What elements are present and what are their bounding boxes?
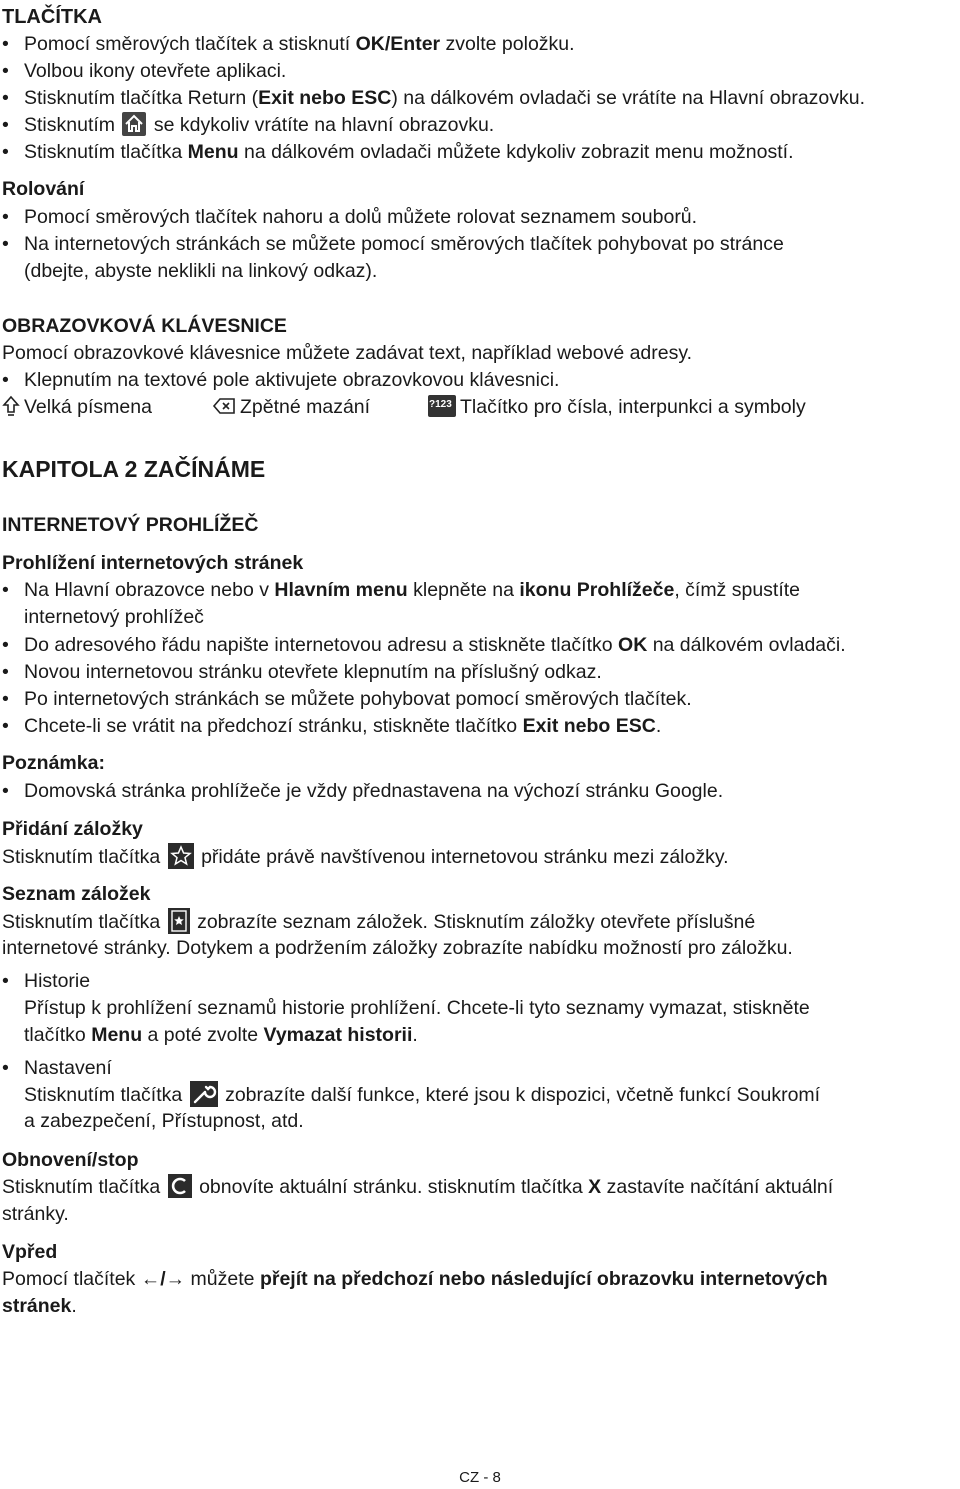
home-icon: [122, 112, 146, 136]
uppercase-label: Velká písmena: [24, 396, 152, 418]
page-number: CZ - 8: [459, 1469, 501, 1486]
backspace-icon: [212, 395, 236, 417]
bullet: •: [2, 970, 9, 992]
add-bookmark-title: Přidání záložky: [2, 818, 143, 840]
list-item: Domovská stránka prohlížeče je vždy přednastavena na výchozí stránku Google.: [24, 780, 724, 802]
bullet: •: [2, 114, 9, 136]
bullet: •: [2, 715, 9, 737]
settings-label: Nastavení: [24, 1057, 112, 1079]
section-title-keyboard: OBRAZOVKOVÁ KLÁVESNICE: [2, 315, 287, 337]
list-item: Do adresového řádu napište internetovou adresu a stiskněte tlačítko OK na dálkovém ovladači.: [24, 634, 846, 656]
keyboard-legend: [212, 394, 370, 421]
list-item: Chcete-li se vrátit na předchozí stránku, stiskněte tlačítko Exit nebo ESC.: [24, 715, 662, 737]
bullet: •: [2, 1057, 9, 1079]
paragraph: Stisknutím tlačítka obnovíte aktuální stránku. stisknutím tlačítka X zastavíte načítání aktuální: [2, 1176, 834, 1198]
subsection-title-scrolling: Rolování: [2, 178, 85, 200]
list-item: Pomocí směrových tlačítek a stisknutí OK/Enter zvolte položku.: [24, 33, 575, 55]
forward-title: Vpřed: [2, 1241, 58, 1263]
list-item: Pomocí směrových tlačítek nahoru a dolů můžete rolovat seznamem souborů.: [24, 206, 698, 228]
list-item: Volbou ikony otevřete aplikaci.: [24, 60, 287, 82]
history-text: tlačítko Menu a poté zvolte Vymazat historii.: [24, 1024, 418, 1046]
list-item: Stisknutím tlačítka Return (Exit nebo ESC) na dálkovém ovladači se vrátíte na Hlavní obrazovku.: [24, 87, 866, 109]
paragraph: Pomocí obrazovkové klávesnice můžete zadávat text, například webové adresy.: [2, 342, 693, 364]
settings-text: a zabezpečení, Přístupnost, atd.: [24, 1110, 304, 1132]
list-item: Stisknutím se kdykoliv vrátíte na hlavní obrazovku.: [24, 114, 495, 136]
list-item: Stisknutím tlačítka Menu na dálkovém ovladači můžete kdykoliv zobrazit menu možností.: [24, 141, 794, 163]
bullet: •: [2, 661, 9, 683]
bullet: •: [2, 780, 9, 802]
bullet: •: [2, 634, 9, 656]
bookmark-list-title: Seznam záložek: [2, 883, 151, 905]
bullet: •: [2, 369, 9, 391]
paragraph-continuation: internetové stránky. Dotykem a podržením záložky zobrazíte nabídku možností pro záložku.: [2, 937, 793, 959]
bullet: •: [2, 87, 9, 109]
paragraph-continuation: stránek.: [2, 1295, 77, 1317]
list-item: Novou internetovou stránku otevřete klepnutím na příslušný odkaz.: [24, 661, 602, 683]
list-item: Po internetových stránkách se můžete pohybovat pomocí směrových tlačítek.: [24, 688, 692, 710]
keyboard-legend: [2, 394, 152, 421]
numbers-label: Tlačítko pro čísla, interpunkci a symboly: [460, 396, 806, 418]
list-item: Na Hlavní obrazovce nebo v Hlavním menu klepněte na ikonu Prohlížeče, čímž spustíte: [24, 579, 801, 601]
bullet: •: [2, 33, 9, 55]
backspace-label: Zpětné mazání: [240, 396, 371, 418]
section-title-browser: INTERNETOVÝ PROHLÍŽEČ: [2, 514, 259, 536]
list-item: Na internetových stránkách se můžete pomocí směrových tlačítek pohybovat po stránce: [24, 233, 784, 255]
section-title-buttons: TLAČÍTKA: [2, 6, 102, 28]
keyboard-legend: [428, 394, 806, 421]
bullet: •: [2, 233, 9, 255]
wrench-icon: [190, 1081, 218, 1107]
chapter-title: KAPITOLA 2 ZAČÍNÁME: [2, 456, 266, 482]
history-text: Přístup k prohlížení seznamů historie prohlížení. Chcete-li tyto seznamy vymazat, stiskněte: [24, 997, 810, 1019]
paragraph: Stisknutím tlačítka přidáte právě navštívenou internetovou stránku mezi záložky.: [2, 843, 729, 871]
paragraph-continuation: stránky.: [2, 1203, 69, 1225]
settings-text: Stisknutím tlačítka zobrazíte další funkce, které jsou k dispozici, včetně funkcí Soukromí: [24, 1081, 820, 1109]
note-title: Poznámka:: [2, 752, 105, 774]
bullet: •: [2, 579, 9, 601]
paragraph: Pomocí tlačítek ←/→ můžete přejít na předchozí nebo následující obrazovku internetových: [2, 1268, 828, 1290]
paragraph: Stisknutím tlačítka zobrazíte seznam záložek. Stisknutím záložky otevřete příslušné: [2, 908, 755, 936]
bookmarks-icon: [168, 908, 190, 934]
list-item: Klepnutím na textové pole aktivujete obrazovkovou klávesnici.: [24, 369, 560, 391]
shift-icon: [2, 395, 20, 417]
bullet: •: [2, 141, 9, 163]
bullet: •: [2, 60, 9, 82]
list-item-continuation: (dbejte, abyste neklikli na linkový odkaz).: [24, 260, 378, 282]
bullet: •: [2, 688, 9, 710]
refresh-title: Obnovení/stop: [2, 1149, 139, 1171]
list-item-continuation: internetový prohlížeč: [24, 606, 204, 628]
subsection-title-browsing: Prohlížení internetových stránek: [2, 552, 304, 574]
bullet: •: [2, 206, 9, 228]
refresh-icon: [168, 1174, 192, 1198]
star-icon: [168, 843, 194, 869]
numbers-symbols-icon: ?123: [428, 395, 456, 417]
history-label: Historie: [24, 970, 91, 992]
